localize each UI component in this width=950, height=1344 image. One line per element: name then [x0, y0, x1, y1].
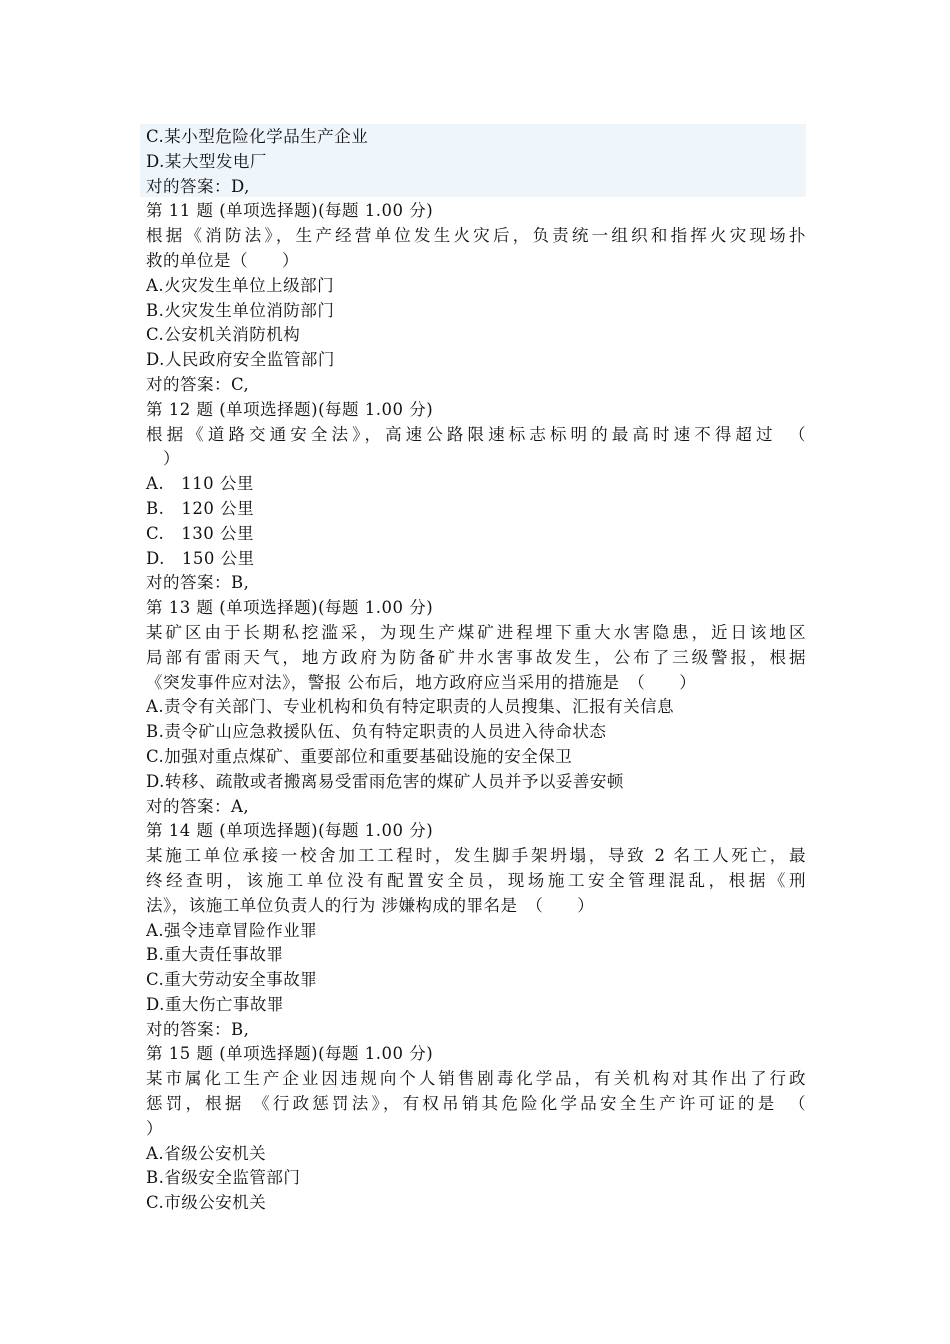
text-line: D.人民政府安全监管部门	[146, 350, 335, 370]
text-line: 局部有雷雨天气，地方政府为防备矿井水害事故发生，公布了三级警报，根据	[146, 647, 806, 667]
text-line: B.省级安全监管部门	[146, 1168, 301, 1188]
text-line: 第 15 题 (单项选择题)(每题 1.00 分)	[146, 1044, 434, 1064]
text-line: C.市级公安机关	[146, 1193, 267, 1213]
text-line: ）	[146, 1118, 163, 1138]
text-line: C.加强对重点煤矿、重要部位和重要基础设施的安全保卫	[146, 746, 573, 766]
text-line: D.重大伤亡事故罪	[146, 994, 284, 1014]
text-line: 某矿区由于长期私挖滥采，为现生产煤矿进程埋下重大水害隐患，近日该地区	[146, 622, 806, 642]
text-line: ）	[146, 449, 180, 469]
text-line: 根据《道路交通安全法》，高速公路限速标志标明的最高时速不得超过 （	[146, 424, 806, 444]
text-line: A.省级公安机关	[146, 1143, 267, 1163]
text-line: B.重大责任事故罪	[146, 945, 284, 965]
text-line: 根据《消防法》，生产经营单位发生火灾后，负责统一组织和指挥火灾现场扑	[146, 226, 806, 246]
text-line: B.责令矿山应急救援队伍、负有特定职责的人员进入待命状态	[146, 722, 607, 742]
text-line: 某市属化工生产企业因违规向个人销售剧毒化学品，有关机构对其作出了行政	[146, 1069, 806, 1089]
text-line: 对的答案：A,	[146, 796, 250, 816]
text-line: C.重大劳动安全事故罪	[146, 970, 318, 990]
text-line: A.强令违章冒险作业罪	[146, 920, 318, 940]
document-body	[146, 125, 806, 1216]
text-line: 《突发事件应对法》，警报 公布后，地方政府应当采用的措施是 （ ）	[146, 672, 697, 692]
text-line: C.某小型危险化学品生产企业	[146, 127, 369, 146]
text-line: 法》，该施工单位负责人的行为 涉嫌构成的罪名是 （ ）	[146, 895, 595, 915]
text-line: B.火灾发生单位消防部门	[146, 300, 335, 320]
text-line: 对的答案：D,	[146, 176, 250, 196]
text-line: 救的单位是（ ）	[146, 250, 299, 270]
text-line: C. 130 公里	[146, 523, 255, 543]
text-line: 第 12 题 (单项选择题)(每题 1.00 分)	[146, 399, 434, 419]
text-line: D.某大型发电厂	[146, 151, 267, 171]
text-line: 某施工单位承接一校舍加工工程时，发生脚手架坍塌，导致 2 名工人死亡，最	[146, 846, 806, 866]
text-line: A.火灾发生单位上级部门	[146, 275, 335, 295]
text-line: A.责令有关部门、专业机构和负有特定职责的人员搜集、汇报有关信息	[146, 697, 675, 717]
text-line: 对的答案：C,	[146, 374, 250, 394]
text-line: 惩罚，根据 《行政惩罚法》，有权吊销其危险化学品安全生产许可证的是 （	[146, 1094, 806, 1114]
text-line: D.转移、疏散或者搬离易受雷雨危害的煤矿人员并予以妥善安顿	[146, 771, 624, 791]
text-line: A. 110 公里	[146, 474, 254, 494]
text-line: C.公安机关消防机构	[146, 325, 301, 345]
text-line: 终经查明，该施工单位没有配置安全员，现场施工安全管理混乱，根据《刑	[146, 870, 806, 890]
text-line: 对的答案：B,	[146, 573, 250, 593]
text-line: D. 150 公里	[146, 548, 255, 568]
text-line: 第 13 题 (单项选择题)(每题 1.00 分)	[146, 598, 434, 618]
text-line: 第 11 题 (单项选择题)(每题 1.00 分)	[146, 201, 434, 221]
text-line: 对的答案：B,	[146, 1019, 250, 1039]
text-line: B. 120 公里	[146, 498, 255, 518]
text-line: 第 14 题 (单项选择题)(每题 1.00 分)	[146, 821, 434, 841]
